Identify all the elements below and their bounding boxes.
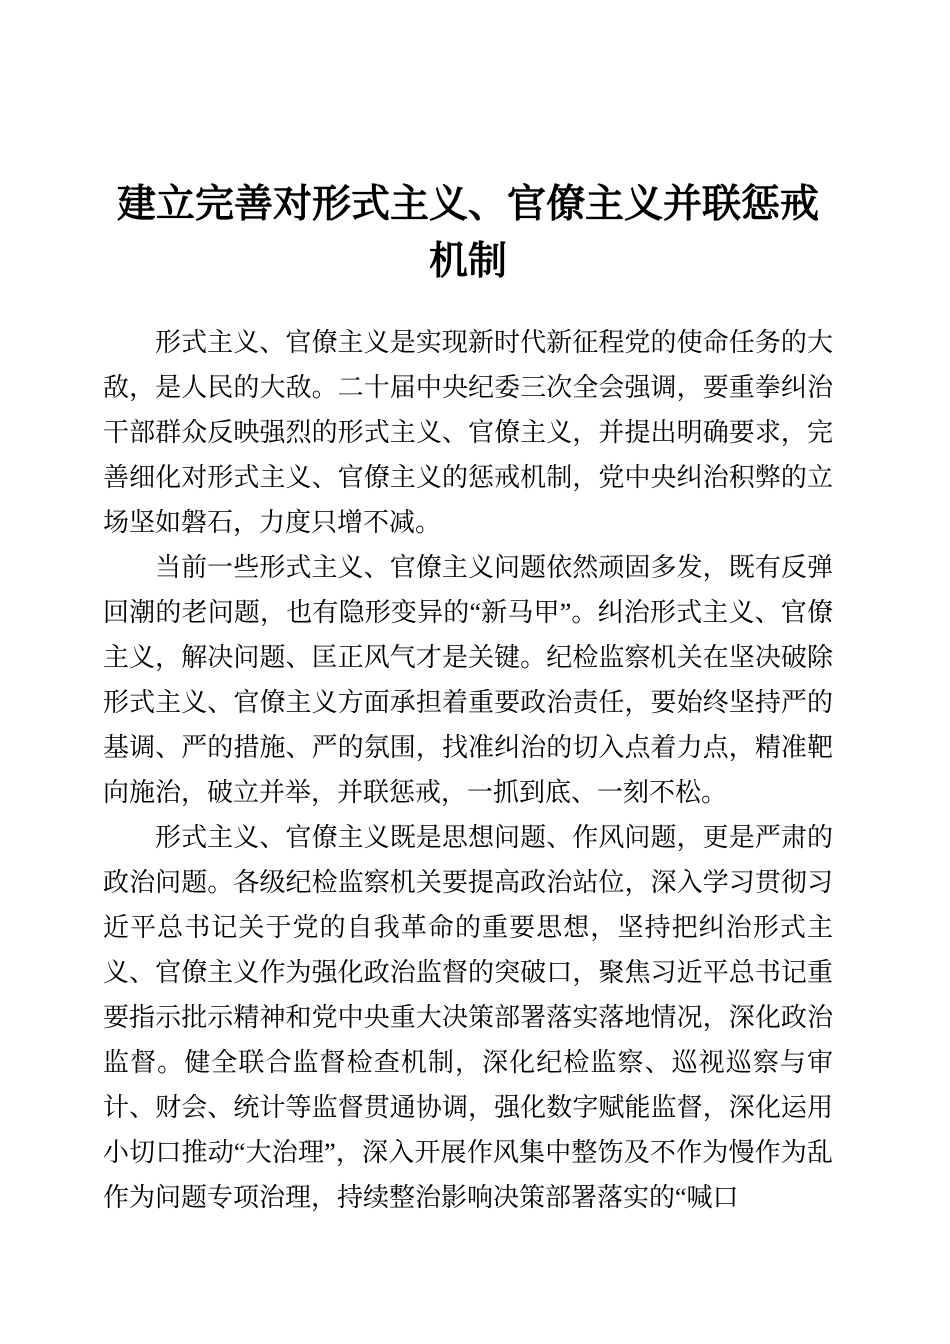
document-content bbox=[103, 176, 833, 1220]
paragraph-1: 形式主义、官僚主义是实现新时代新征程党的使命任务的大敌，是人民的大敌。二十届中央纪委三次全会强调，要重拳纠治干部群众反映强烈的形式主义、官僚主义，并提出明确要求，完善细化对形式主义、官僚主义的惩戒机制，党中央纠治积弊的立场坚如磐石，力度只增不减。 bbox=[103, 328, 833, 537]
document-title: 建立完善对形式主义、官僚主义并联惩戒机制 bbox=[116, 183, 819, 283]
paragraph-3: 形式主义、官僚主义既是思想问题、作风问题，更是严肃的政治问题。各级纪检监察机关要提高政治站位，深入学习贯彻习近平总书记关于党的自我革命的重要思想，坚持把纠治形式主义、官僚主义作为强化政治监督的突破口，聚焦习近平总书记重要指示批示精神和党中央重大决策部署落实落地情况，深化政治监督。健全联合监督检查机制，深化纪检监察、巡视巡察与审计、财会、统计等监督贯通协调，强化数字赋能监督，深化运用小切口推动“大治理”，深入开展作风集中整饬及不作为慢作为乱作为问题专项治理，持续整治影响决策部署落实的“喊口 bbox=[103, 823, 833, 1212]
paragraph-2: 当前一些形式主义、官僚主义问题依然顽固多发，既有反弹回潮的老问题，也有隐形变异的“新马甲”。纠治形式主义、官僚主义，解决问题、匡正风气才是关键。纪检监察机关在坚决破除形式主义、官僚主义方面承担着重要政治责任，要始终坚持严的基调、严的措施、严的氛围，找准纠治的切入点着力点，精准靶向施治，破立并举，并联惩戒，一抓到底、一刻不松。 bbox=[103, 553, 833, 807]
